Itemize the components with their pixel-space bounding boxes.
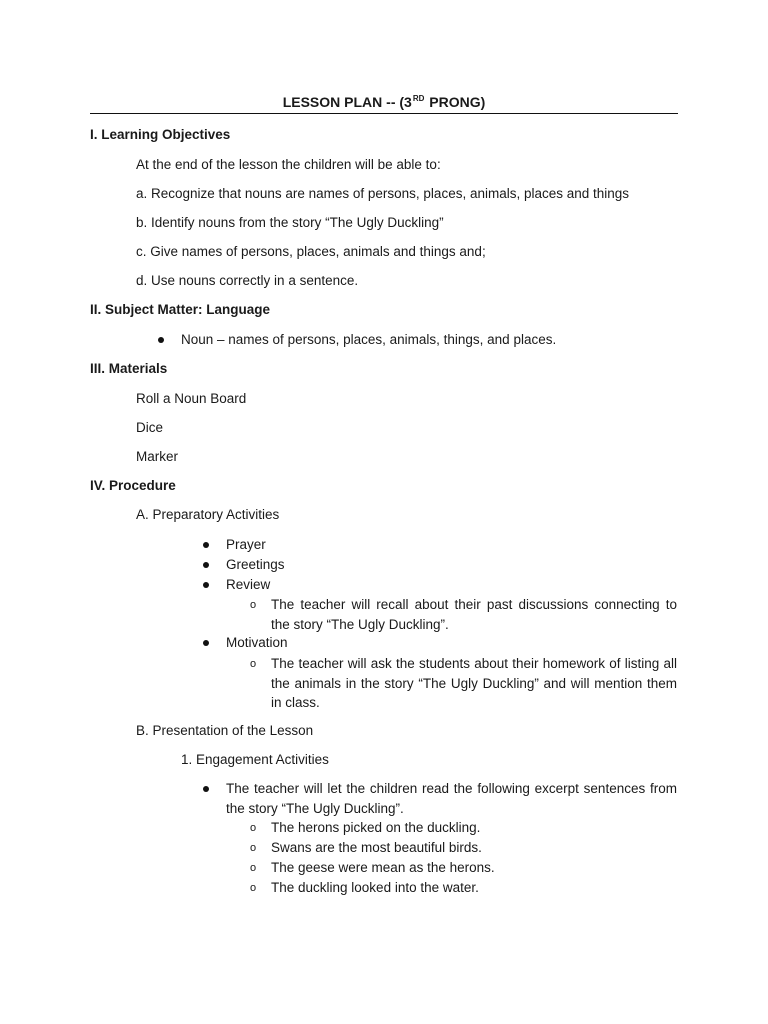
objective-item: d. Use nouns correctly in a sentence.: [136, 273, 359, 288]
bullet-icon: [203, 542, 209, 548]
objectives-intro: At the end of the lesson the children will be able to:: [136, 157, 441, 172]
section-heading-objectives: I. Learning Objectives: [90, 127, 231, 142]
objective-item: a. Recognize that nouns are names of persons, places, animals, places and things: [136, 186, 630, 201]
excerpt-sentence: The duckling looked into the water.: [271, 880, 479, 895]
section-heading-materials: III. Materials: [90, 361, 168, 376]
title-underline: [90, 113, 678, 114]
engagement-label: 1. Engagement Activities: [181, 752, 329, 767]
circle-bullet-icon: o: [250, 658, 257, 670]
preparatory-item: Motivation: [226, 635, 288, 650]
material-item: Marker: [136, 449, 179, 464]
circle-bullet-icon: o: [250, 882, 257, 894]
bullet-icon: [203, 786, 209, 792]
circle-bullet-icon: o: [250, 822, 257, 834]
circle-bullet-icon: o: [250, 862, 257, 874]
section-heading-procedure: IV. Procedure: [90, 478, 176, 493]
section-heading-subject: II. Subject Matter: Language: [90, 302, 271, 317]
excerpt-sentence: The geese were mean as the herons.: [271, 860, 495, 875]
material-item: Roll a Noun Board: [136, 391, 247, 406]
engagement-bullet-text: The teacher will let the children read the following excerpt sentences from the story “The Ugly Duckling”.: [226, 781, 677, 816]
excerpt-sentence: Swans are the most beautiful birds.: [271, 840, 482, 855]
bullet-icon: [158, 337, 164, 343]
subject-bullet-text: Noun – names of persons, places, animals, things, and places.: [181, 332, 557, 347]
material-item: Dice: [136, 420, 164, 435]
review-detail: The teacher will recall about their past discussions connecting to the story “The Ugly Duckling”.: [271, 597, 677, 632]
preparatory-item: Prayer: [226, 537, 266, 552]
bullet-icon: [203, 582, 209, 588]
bullet-icon: [203, 562, 209, 568]
subsection-preparatory: A. Preparatory Activities: [136, 507, 280, 522]
objective-item: b. Identify nouns from the story “The Ugly Duckling”: [136, 215, 444, 230]
page-title: LESSON PLAN -- (3RD PRONG): [282, 94, 486, 110]
circle-bullet-icon: o: [250, 842, 257, 854]
bullet-icon: [203, 640, 209, 646]
preparatory-item: Review: [226, 577, 271, 592]
subsection-presentation: B. Presentation of the Lesson: [136, 723, 314, 738]
excerpt-sentence: The herons picked on the duckling.: [271, 820, 481, 835]
circle-bullet-icon: o: [250, 599, 257, 611]
objective-item: c. Give names of persons, places, animals and things and;: [136, 244, 486, 259]
preparatory-item: Greetings: [226, 557, 285, 572]
motivation-detail: The teacher will ask the students about their homework of listing all the animals in the story “The Ugly Duckling” and will mention them in class.: [271, 656, 677, 710]
